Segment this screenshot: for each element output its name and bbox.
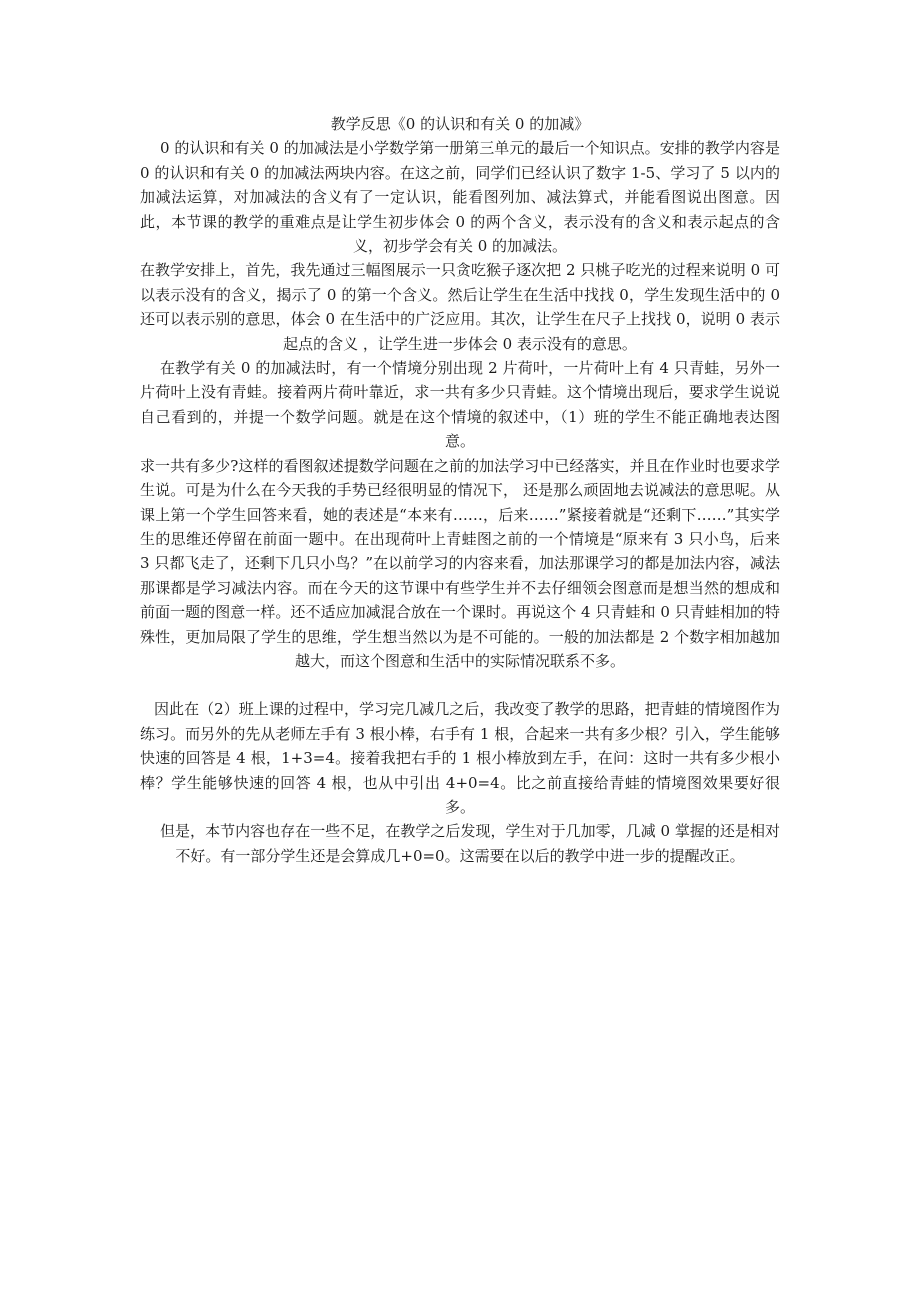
document-title: 教学反思《0 的认识和有关 0 的加减》 (330, 115, 590, 133)
paragraph-spacer (140, 673, 780, 697)
paragraph-class-two: 因此在（2）班上课的过程中，学习完几减几之后，我改变了教学的思路，把青蛙的情境图作为练习。而另外的先从老师左手有 3 根小棒，右手有 1 根，合起来一共有多少根？引入，学生能够快速的回答是 4 根，1+3=4。接着我把右手的 1 根小棒放到左手，在问：这时一共有多少根小棒？学生能够快速的回答 4 根，也从中引出 4+0=4。比之前直接给青蛙的情境图效果要好很多。 (140, 700, 780, 816)
paragraph-intro: 0 的认识和有关 0 的加减法是小学数学第一册第三单元的最后一个知识点。安排的教学内容是 0 的认识和有关 0 的加减法两块内容。在这之前，同学们已经认识了数字 1-5、学习了 5 以内的加减法运算，对加减法的含义有了一定认识，能看图列加、减法算式，并能看图说出图意。因此，本节课的教学的重难点是让学生初步体会 0 的两个含义，表示没有的含义和表示起点的含义，初步学会有关 0 的加减法。 (140, 139, 780, 256)
paragraph-shortcomings: 但是，本节内容也存在一些不足，在教学之后发现，学生对于几加零，几减 0 掌握的还是相对不好。有一部分学生还是会算成几+0=0。这需要在以后的教学中进一步的提醒改正。 (160, 822, 780, 865)
document-body (140, 112, 780, 868)
paragraph-teaching-arrangement: 在教学安排上，首先，我先通过三幅图展示一只贪吃猴子逐次把 2 只桃子吃光的过程来说明 0 可以表示没有的含义，揭示了 0 的第一个含义。然后让学生在生活中找找 0，学生发现生活中的 0 还可以表示别的意思，体会 0 在生活中的广泛应用。其次，让学生在尺子上找找 0，说明 0 表示起点的含义 ，让学生进一步体会 0 表示没有的意思。 (140, 261, 780, 353)
paragraph-analysis: 求一共有多少?这样的看图叙述提数学问题在之前的加法学习中已经落实，并且在作业时也要求学生说。可是为什么在今天我的手势已经很明显的情况下， 还是那么顽固地去说减法的意思呢。从课上第一个学生回答来看，她的表述是“本来有……，后来……”紧接着就是“还剩下……”其实学生的思维还停留在前面一题中。在出现荷叶上青蛙图之前的一个情境是“原来有 3 只小鸟，后来 3 只都飞走了，还剩下几只小鸟？”在以前学习的内容来看，加法那课学习的都是加法内容，减法那课都是学习减法内容。而在今天的这节课中有些学生并不去仔细领会图意而是想当然的想成和前面一题的图意一样。还不适应加减混合放在一个课时。再说这个 4 只青蛙和 0 只青蛙相加的特殊性，更加局限了学生的思维，学生想当然以为是不可能的。一般的加法都是 2 个数字相加越加越大，而这个图意和生活中的实际情况联系不多。 (140, 456, 780, 670)
paragraph-zero-addition: 在教学有关 0 的加减法时，有一个情境分别出现 2 片荷叶，一片荷叶上有 4 只青蛙，另外一片荷叶上没有青蛙。接着两片荷叶靠近，求一共有多少只青蛙。这个情境出现后，要求学生说说自己看到的，并提一个数学问题。就是在这个情境的叙述中，（1）班的学生不能正确地表达图意。 (140, 359, 780, 451)
